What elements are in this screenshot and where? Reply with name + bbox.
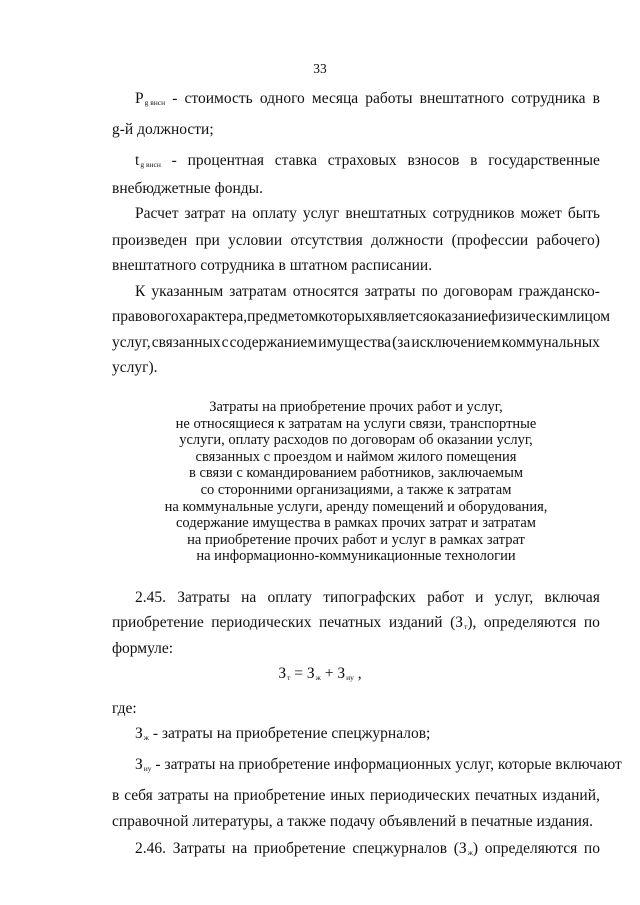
s245-line-2: приобретение периодических печатных изданий $(З_т)$, определяются по — [112, 614, 600, 631]
section-heading — [112, 399, 600, 565]
page-number: 33 — [313, 61, 327, 76]
para1-line-3: внештатного сотрудника в штатном расписании. — [112, 257, 433, 274]
heading-line: не относящиеся к затратам на услуги связи, транспортные — [175, 415, 537, 432]
def-zh: $З_ж$ - затраты на приобретение спецжурналов; — [135, 725, 431, 742]
heading-line: на приобретение прочих работ и услуг в рамках затрат — [187, 531, 525, 548]
def-t-line-2: внебюджетные фонды. — [112, 180, 263, 197]
heading-line: на коммунальные услуги, аренду помещений и оборудования, — [164, 498, 548, 515]
s245-line-1: 2.45. Затраты на оплату типографских работ и услуг, включая — [135, 589, 600, 606]
s245-line-3: формуле: — [112, 640, 174, 657]
def-iu-line-1: $З_{иу}$ - затраты на приобретение информационных услуг, которые включают — [135, 756, 622, 773]
heading-line: связанных с проездом и наймом жилого помещения — [195, 448, 517, 465]
para1-line-1: Расчет затрат на оплату услуг внештатных сотрудников может быть — [135, 205, 600, 222]
s245-symbol: $(З_т)$, — [450, 614, 477, 631]
s246-line-1: 2.46. Затраты на приобретение спецжурналов $(З_ж)$ определяются по — [135, 840, 600, 857]
para2-line-4: услуг). — [112, 359, 158, 376]
para2-line-1: К указанным затратам относятся затраты по договорам гражданско- — [135, 283, 600, 300]
formula: $З_т = З_ж + З_{иу}$ , — [278, 665, 362, 682]
para1-line-2: произведен при условии отсутствия должности (профессии рабочего) — [112, 232, 600, 249]
def-p-line-2: g-й должности; — [112, 121, 214, 138]
def-iu-line-2: в себя затраты на приобретение иных периодических печатных изданий, — [112, 787, 600, 804]
where-label: где: — [112, 700, 137, 717]
para2-line-2: правового характера, предметом которых является оказание физическим лицом — [112, 308, 611, 325]
def-p-symbol: $Р_{g внсн}$ — [135, 90, 166, 107]
heading-line: на информационно-коммуникационные технологии — [196, 548, 516, 565]
para2-line-3: услуг, связанных с содержанием имущества (за исключением коммунальных — [112, 334, 600, 351]
heading-line: услуги, оплату расходов по договорам об оказании услуг, — [179, 432, 533, 449]
s246-symbol: $(З_ж)$ — [453, 840, 479, 857]
def-t-symbol: $t_{g внсн}$ — [135, 152, 161, 169]
heading-line: в связи с командированием работников, заключаемым — [188, 465, 524, 482]
heading-line: содержание имущества в рамках прочих затрат и затратам — [176, 515, 536, 532]
def-t-line-1: $t_{g внсн}$ - процентная ставка страховых взносов в государственные — [135, 152, 600, 169]
heading-line: со сторонними организациями, а также к затратам — [200, 481, 512, 498]
def-iu-line-3: справочной литературы, а также подачу объявлений в печатные издания. — [112, 813, 593, 830]
def-p-line-1: $Р_{g внсн}$ - стоимость одного месяца работы внештатного сотрудника в — [135, 90, 600, 107]
heading-line: Затраты на приобретение прочих работ и услуг, — [209, 399, 503, 415]
